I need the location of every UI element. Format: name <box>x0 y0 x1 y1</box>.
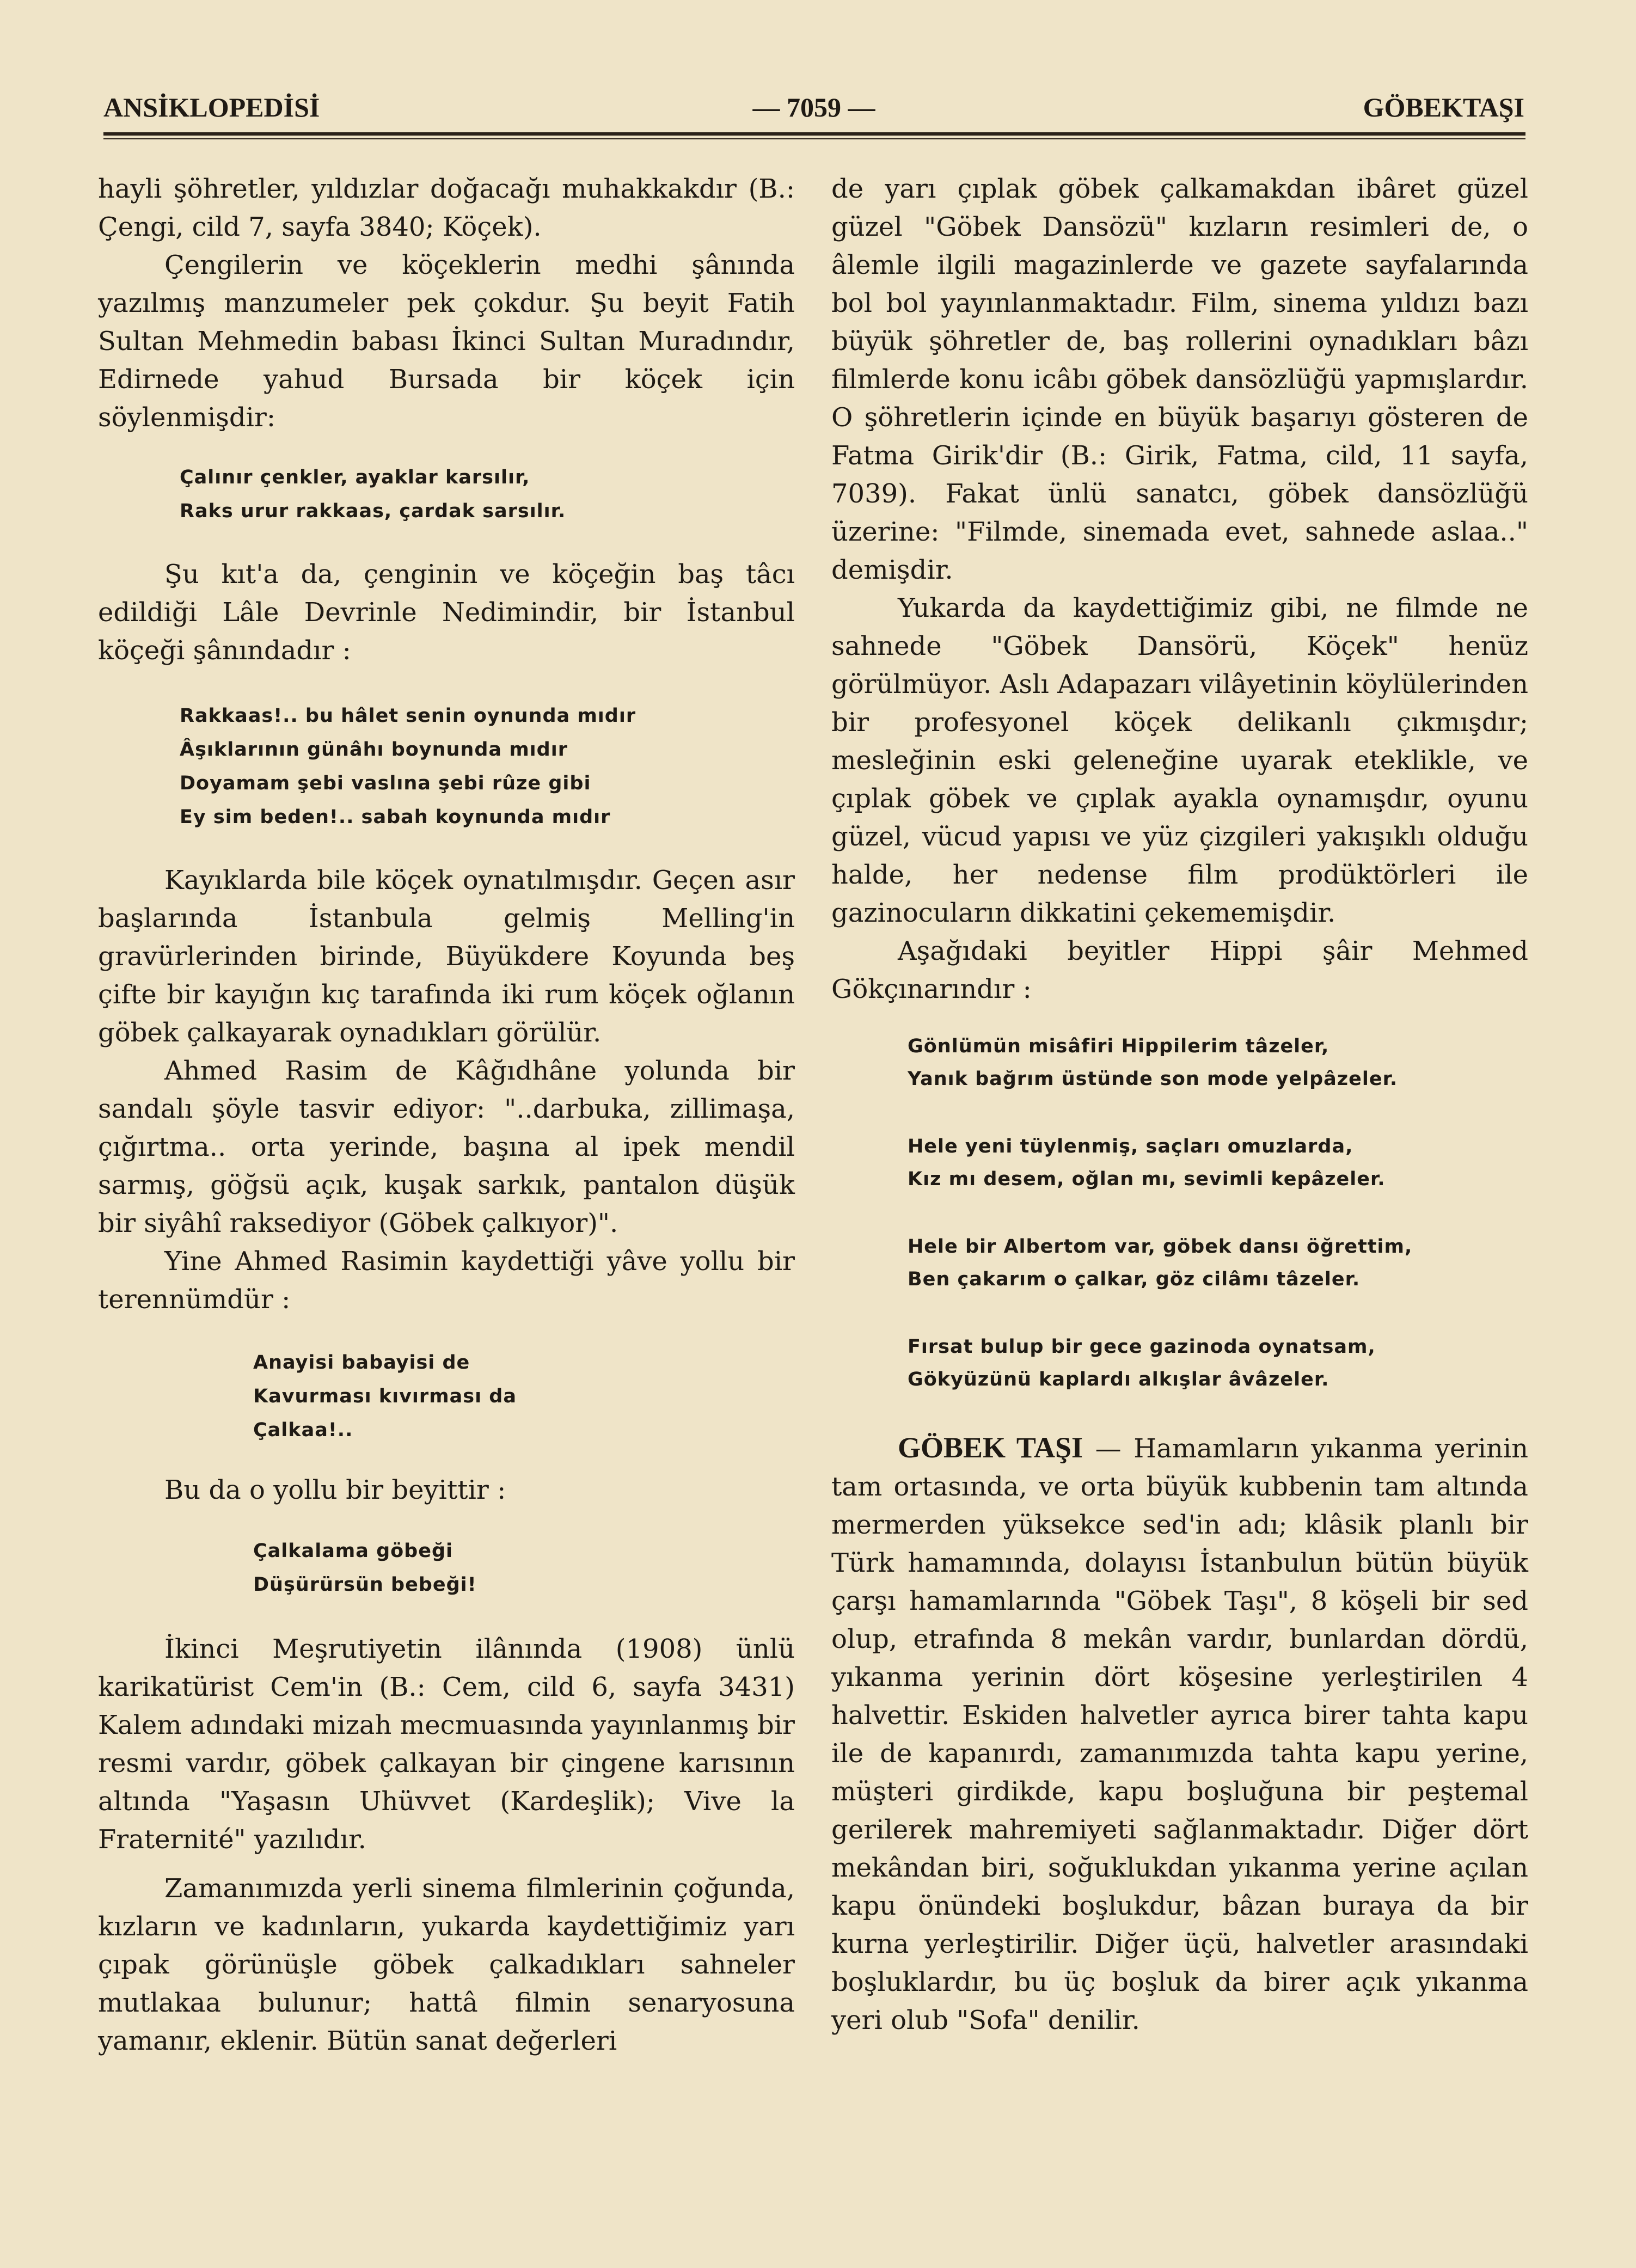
verse-line: Çalkalama göbeği <box>253 1540 454 1562</box>
paragraph: hayli şöhretler, yıldızlar doğacağı muhakkakdır (B.: Çengi, cild 7, sayfa 3840; Köçek). <box>98 174 795 242</box>
verse-line: Anayisi babayisi de <box>253 1352 470 1374</box>
header-rule <box>103 132 1525 136</box>
verse-line: Hele bir Albertom var, göbek dansı öğrettim, <box>908 1236 1413 1258</box>
verse-block <box>253 1534 795 1602</box>
verse-block <box>253 1346 795 1447</box>
paragraph: İkinci Meşrutiyetin ilânında (1908) ünlü karikatürist Cem'in (B.: Cem, cild 6, sayfa 3431) Kalem adındaki mizah mecmuasında yayınlanmış bir resmi vardır, göbek çalkayan bir çingene karısının altında "Yaşasın Uhüvvet (Kardeşlik); Vive la Fraternité" yazılıdır. <box>98 1634 795 1855</box>
header-rule-thin <box>103 138 1525 139</box>
paragraph: Yine Ahmed Rasimin kaydettiği yâve yollu bir terennümdür : <box>98 1246 795 1315</box>
couplet <box>908 1331 1528 1396</box>
entry-text: — Hamamların yıkanma yerinin tam ortasında, ve orta büyük kubbenin tam altında mermerden yüksekce sed'in adı; klâsik planlı bir Türk hamamında, dolayısı İstanbulun bütün büyük çarşı hamamlarında "Göbek Taşı", 8 köşeli bir sed olup, etrafında 8 mekân vardır, bunlardan dördü, yıkanma yerinin dört köşesine yerleştirilen 4 halvettir. Eskiden halvetler ayrıca birer tahta kapu ile de kapanırdı, zamanımızda tahta kapu yerine, müşteri girdikde, kapu boşluğuna bir peştemal gerilerek mahremiyeti sağlanmaktadır. Diğer dört mekândan biri, soğuklukdan yıkanma yerine açılan kapu önündeki boşlukdur, bâzan buraya da bir kurna yerleştirilir. Diğer üçü, halvetler arasındaki boşluklardır, bu üç boşluk da birer açık yıkanma yeri olub "Sofa" denilir. <box>831 1433 1529 2036</box>
verse-line: Yanık bağrım üstünde son mode yelpâzeler. <box>908 1068 1398 1090</box>
verse-line: Hele yeni tüylenmiş, saçları omuzlarda, <box>908 1136 1353 1157</box>
header-entry: GÖBEKTAŞI <box>1363 92 1524 122</box>
couplet <box>908 1130 1528 1196</box>
paragraph: Şu kıt'a da, çenginin ve köçeğin baş tâcı edildiği Lâle Devrinle Nedimindir, bir İstanbul köçeği şânındadır : <box>98 559 795 666</box>
paragraph: Bu da o yollu bir beyittir : <box>164 1475 506 1505</box>
verse-line: Kavurması kıvırması da <box>253 1386 517 1407</box>
verse-line: Doyamam şebi vaslına şebi rûze gibi <box>180 773 591 794</box>
page-number: — 7059 — <box>752 92 875 122</box>
verse-line: Fırsat bulup bir gece gazinoda oynatsam, <box>908 1336 1376 1358</box>
verse-line: Raks urur rakkaas, çardak sarsılır. <box>180 500 566 522</box>
paragraph: Zamanımızda yerli sinema filmlerinin çoğunda, kızların ve kadınların, yukarda kaydettiğimiz yarı çıpak görünüşle göbek çalkadıkları sahneler mutlakaa bulunur; hattâ filmin senaryosuna yamanır, eklenir. Bütün sanat değerleri <box>98 1873 795 2056</box>
paragraph: Kayıklarda bile köçek oynatılmışdır. Geçen asır başlarında İstanbula gelmiş Melling'in gravürlerinden birinde, Büyükdere Koyunda beş çifte bir kayığın kıç tarafında iki rum köçek oğlanın göbek çalkayarak oynadıkları görülür. <box>98 865 795 1048</box>
verse-line: Ey sim beden!.. sabah koynunda mıdır <box>180 806 611 828</box>
verse-line: Âşıklarının günâhı boynunda mıdır <box>180 739 568 761</box>
entry-paragraph <box>831 1429 1528 2039</box>
header-title: ANSİKLOPEDİSİ <box>103 92 320 122</box>
entry-term: GÖBEK TAŞI <box>898 1431 1083 1464</box>
verse-line: Gökyüzünü kaplardı alkışlar âvâzeler. <box>908 1369 1329 1390</box>
verse-line: Gönlümün misâfiri Hippilerim tâzeler, <box>908 1035 1329 1057</box>
couplet <box>908 1030 1528 1095</box>
paragraph: Ahmed Rasim de Kâğıdhâne yolunda bir sandalı şöyle tasvir ediyor: "..darbuka, zillimaşa, çığırtma.. orta yerinde, başına al ipek mendil sarmış, göğsü açık, kuşak sarkık, pantalon düşük bir siyâhî raksediyor (Göbek çalkıyor)". <box>98 1056 795 1239</box>
left-column <box>98 163 795 2060</box>
poem-block <box>908 1030 1528 1396</box>
verse-line: Kız mı desem, oğlan mı, sevimli kepâzeler. <box>908 1168 1386 1190</box>
paragraph: Aşağıdaki beyitler Hippi şâir Mehmed Gökçınarındır : <box>831 936 1528 1004</box>
right-column <box>831 163 1528 2039</box>
paragraph: Yukarda da kaydettiğimiz gibi, ne filmde ne sahnede "Göbek Dansörü, Köçek" henüz görülmüyor. Aslı Adapazarı vilâyetinin köylülerinden bir profesyonel köçek delikanlı çıkmışdır; mesleğinin eski geleneğine uyarak eteklikle, ve çıplak göbek ve çıplak ayakla oynamışdır, oyunu güzel, vücud yapısı ve yüz çizgileri yakışıklı olduğu halde, her nedense film prodüktörleri ile gazinocuların dikkatini çekememişdir. <box>831 593 1528 928</box>
verse-block <box>180 699 795 834</box>
verse-line: Rakkaas!.. bu hâlet senin oynunda mıdır <box>180 705 636 727</box>
verse-line: Ben çakarım o çalkar, göz cilâmı tâzeler. <box>908 1268 1361 1290</box>
paragraph: de yarı çıplak göbek çalkamakdan ibâret güzel güzel "Göbek Dansözü" kızların resimleri de, o âlemle ilgili magazinlerde ve gazete sayfalarında bol bol yayınlanmaktadır. Film, sinema yıldızı bazı büyük şöhretler de, baş rollerini oynadıkları bâzı filmlerde konu icâbı göbek dansözlüğü yapmışlardır. O şöhretlerin içinde en büyük başarıyı gösteren de Fatma Girik'dir (B.: Girik, Fatma, cild, 11 sayfa, 7039). Fakat ünlü sanatcı, göbek dansözlüğü üzerine: "Filmde, sinemada evet, sahnede aslaa.." demişdir. <box>831 174 1528 585</box>
verse-line: Çalınır çenkler, ayaklar karsılır, <box>180 467 530 488</box>
paragraph: Çengilerin ve köçeklerin medhi şânında yazılmış manzumeler pek çokdur. Şu beyit Fatih Sultan Mehmedin babası İkinci Sultan Muradındır, Edirnede yahud Bursada bir köçek için söylenmişdir: <box>98 250 795 433</box>
couplet <box>908 1230 1528 1296</box>
page-header <box>103 82 1524 136</box>
verse-line: Düşürürsün bebeği! <box>253 1574 477 1596</box>
verse-block <box>180 461 795 528</box>
verse-line: Çalkaa!.. <box>253 1419 353 1441</box>
